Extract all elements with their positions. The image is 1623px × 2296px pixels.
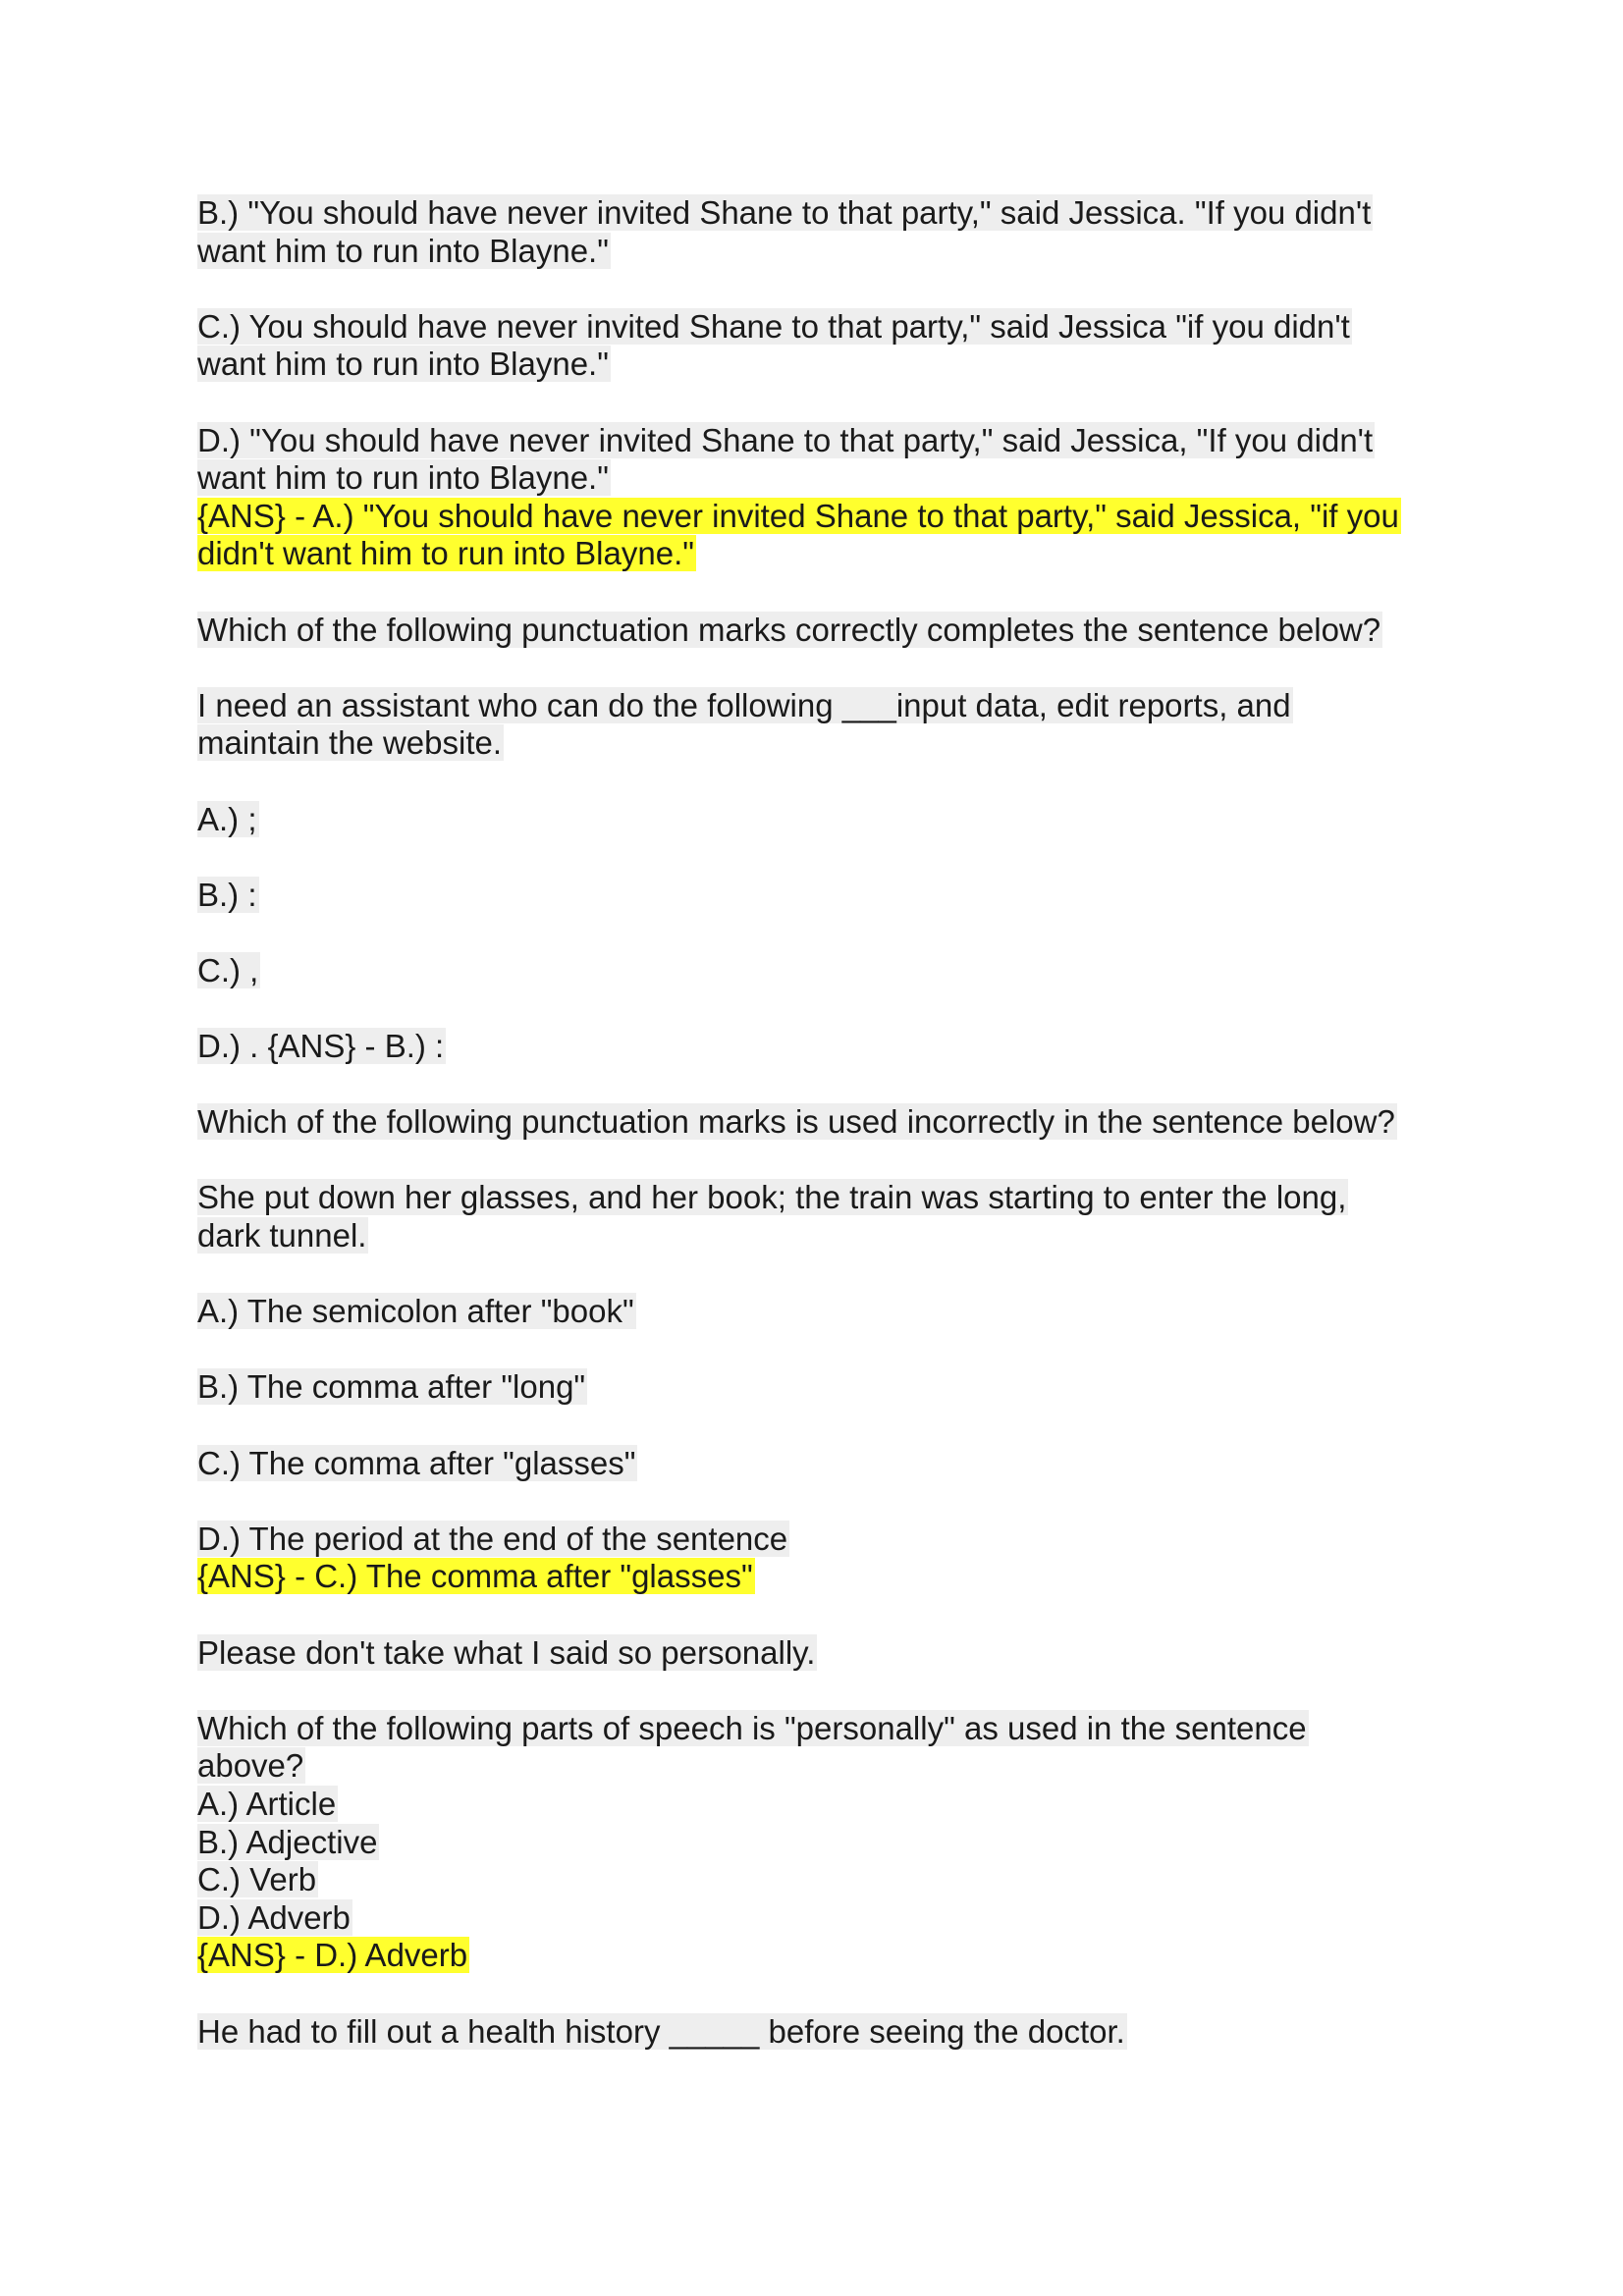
option-a-semicolon	[197, 801, 1434, 839]
answer-adverb	[197, 1937, 1434, 1975]
option-b-quote	[197, 194, 1434, 270]
answer-quote	[197, 498, 1434, 573]
option-a-article	[197, 1786, 1434, 1824]
option-c-comma-text: C.) ,	[197, 951, 259, 988]
sentence-assistant	[197, 687, 1434, 763]
option-b-colon	[197, 877, 1434, 915]
option-d-quote	[197, 422, 1434, 498]
question-punctuation-incorrect	[197, 1103, 1434, 1142]
option-a-article-text: A.) Article	[197, 1785, 337, 1822]
option-b-comma-long	[197, 1368, 1434, 1407]
question-punctuation-incorrect-text: Which of the following punctuation marks is used incorrectly in the sentence below?	[197, 1103, 1395, 1141]
option-d-adverb-text: D.) Adverb	[197, 1898, 351, 1936]
option-b-adjective-text: B.) Adjective	[197, 1823, 378, 1860]
option-c-verb-text: C.) Verb	[197, 1861, 317, 1898]
answer-quote-text: {ANS} - A.) "You should have never invited Shane to that party," said Jessica, "if you didn't want him to run into Blayne."	[197, 497, 1399, 572]
option-d-adverb	[197, 1899, 1434, 1938]
sentence-personally	[197, 1634, 1434, 1673]
option-b-adjective	[197, 1824, 1434, 1862]
option-b-colon-text: B.) :	[197, 876, 257, 913]
option-a-semicolon-book	[197, 1293, 1434, 1331]
option-d-period-answer-text: D.) . {ANS} - B.) :	[197, 1028, 445, 1065]
option-c-verb	[197, 1861, 1434, 1899]
option-c-quote	[197, 308, 1434, 384]
answer-adverb-text: {ANS} - D.) Adverb	[197, 1937, 468, 1974]
answer-comma-glasses	[197, 1558, 1434, 1596]
sentence-personally-text: Please don't take what I said so personally.	[197, 1633, 816, 1671]
question-part-of-speech	[197, 1710, 1434, 1786]
sentence-health-history-text: He had to fill out a health history _____ before seeing the doctor.	[197, 2012, 1125, 2050]
option-d-quote-text: D.) "You should have never invited Shane to that party," said Jessica, "If you didn't want him to run into Blayne."	[197, 421, 1374, 497]
option-d-period-answer	[197, 1028, 1434, 1066]
option-b-comma-long-text: B.) The comma after "long"	[197, 1368, 586, 1406]
option-a-semicolon-book-text: A.) The semicolon after "book"	[197, 1293, 634, 1330]
option-b-quote-text: B.) "You should have never invited Shane to that party," said Jessica. "If you didn't want him to run into Blayne."	[197, 194, 1372, 269]
sentence-glasses-text: She put down her glasses, and her book; the train was starting to enter the long, dark tunnel.	[197, 1179, 1347, 1255]
sentence-health-history	[197, 2013, 1434, 2052]
option-a-semicolon-text: A.) ;	[197, 800, 257, 837]
option-c-comma-glasses	[197, 1445, 1434, 1483]
question-punctuation-completes-text: Which of the following punctuation marks correctly completes the sentence below?	[197, 611, 1381, 648]
sentence-glasses	[197, 1179, 1434, 1255]
sentence-assistant-text: I need an assistant who can do the following ___input data, edit reports, and maintain the website.	[197, 686, 1291, 762]
option-c-quote-text: C.) You should have never invited Shane to that party," said Jessica "if you didn't want him to run into Blayne."	[197, 307, 1350, 383]
answer-comma-glasses-text: {ANS} - C.) The comma after "glasses"	[197, 1558, 753, 1595]
question-part-of-speech-text: Which of the following parts of speech is "personally" as used in the sentence above?	[197, 1709, 1307, 1785]
option-d-period-end	[197, 1521, 1434, 1559]
document-content	[197, 194, 1434, 2051]
question-punctuation-completes	[197, 612, 1434, 650]
option-c-comma	[197, 952, 1434, 990]
option-d-period-end-text: D.) The period at the end of the sentence	[197, 1520, 788, 1557]
option-c-comma-glasses-text: C.) The comma after "glasses"	[197, 1444, 636, 1481]
